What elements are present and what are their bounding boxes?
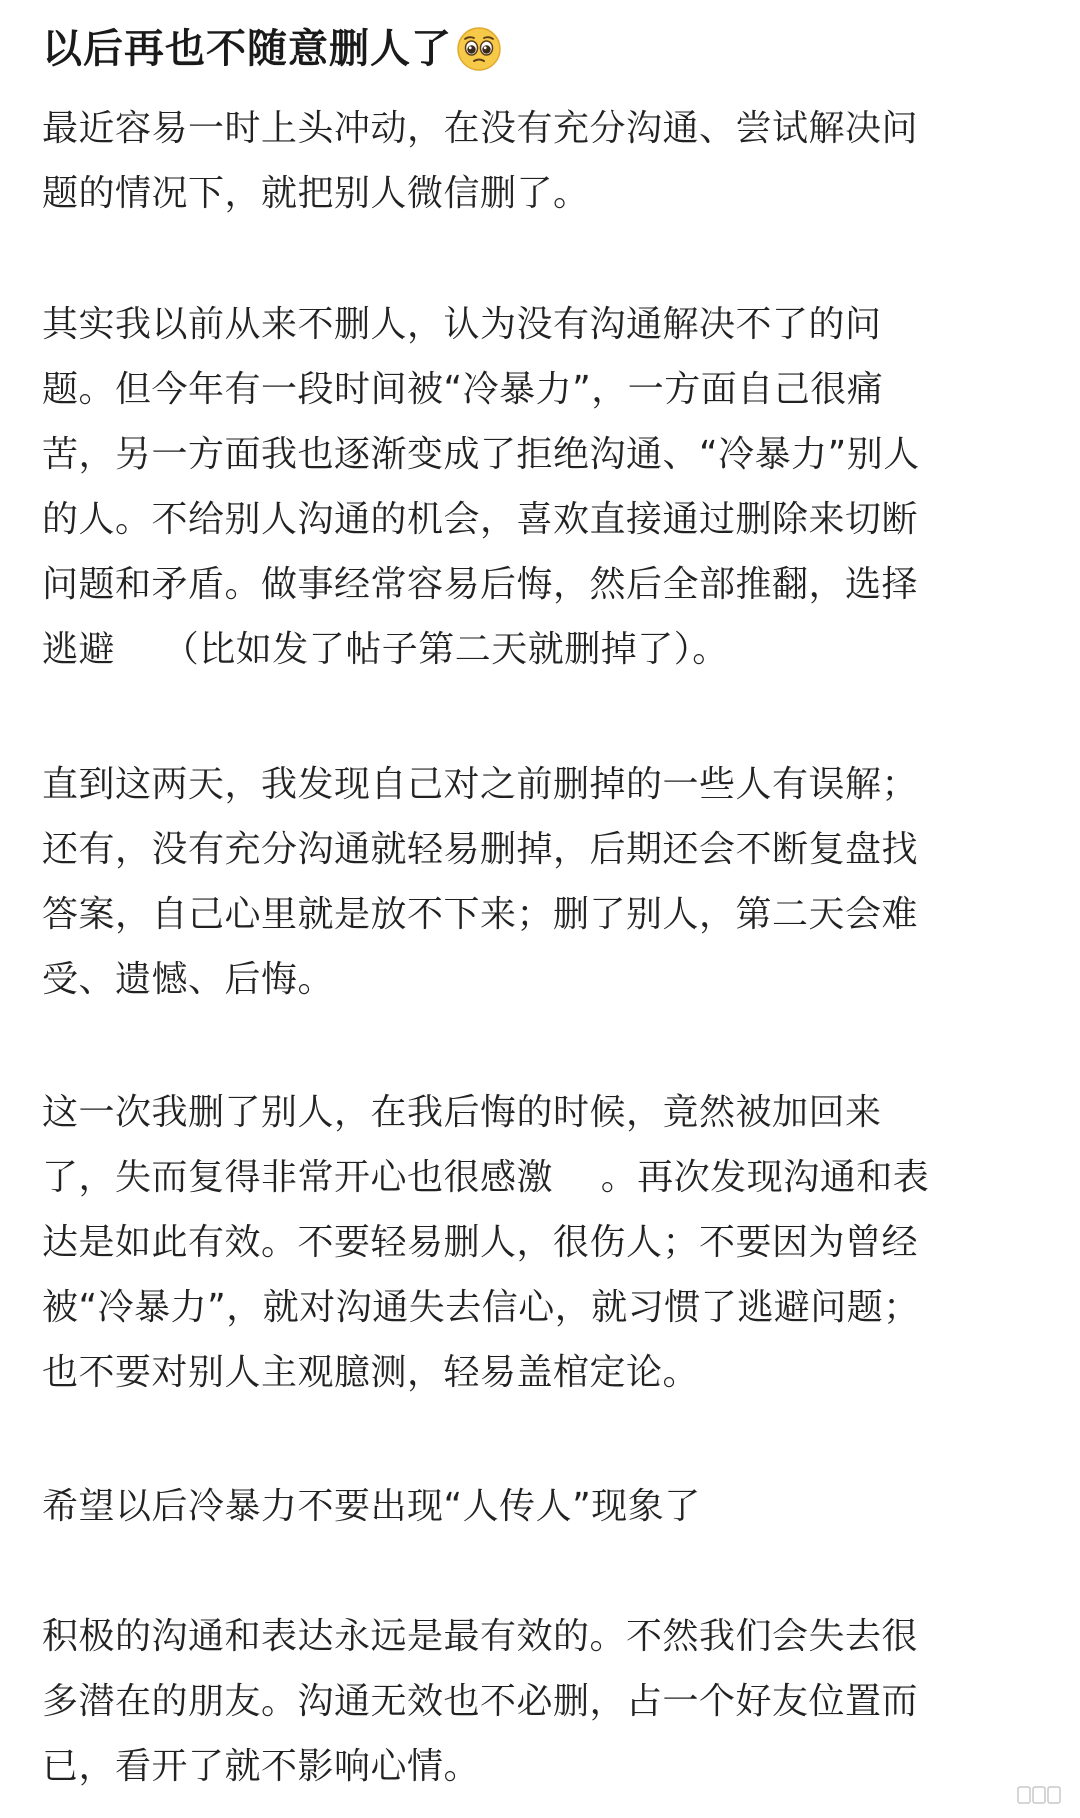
paragraph-2: 其实我以前从来不删人，认为没有沟通解决不了的问 题。但今年有一段时间被“冷暴力”，一方面自己很痛 苦，另一方面我也逐渐变成了拒绝沟通、“冷暴力”别人 的人。不给别人沟通的机会，喜欢直接通过删除来切断 问题和矛盾。做事经常容易后悔，然后全部推翻，选择 逃避 （比如发了帖子第二天就删掉了）。 <box>42 304 920 670</box>
paragraph-1: 最近容易一时上头冲动，在没有充分沟通、尝试解决问 题的情况下，就把别人微信删了。 <box>42 108 919 214</box>
post-title-row <box>42 18 502 80</box>
pleading-face-icon <box>456 26 502 72</box>
paragraph-4: 这一次我删了别人，在我后悔的时候，竟然被加回来 了，失而复得非常开心也很感激 。再次发现沟通和表 达是如此有效。不要轻易删人，很伤人；不要因为曾经 被“冷暴力”，就对沟通失去信心，就习惯了逃避问题； 也不要对别人主观臆测，轻易盖棺定论。 <box>42 1092 930 1393</box>
paragraph-5: 希望以后冷暴力不要出现“人传人”现象了 <box>42 1486 701 1527</box>
paragraph-3: 直到这两天，我发现自己对之前删掉的一些人有误解； 还有，没有充分沟通就轻易删掉，后期还会不断复盘找 答案，自己心里就是放不下来；删了别人，第二天会难 受、遗憾、后悔。 <box>42 764 919 1000</box>
weibo-watermark-icon <box>1016 1784 1062 1806</box>
paragraph-6: 积极的沟通和表达永远是最有效的。不然我们会失去很 多潜在的朋友。沟通无效也不必删，占一个好友位置而 已，看开了就不影响心情。 <box>42 1616 919 1787</box>
post-title: 以后再也不随意删人了 <box>42 26 452 72</box>
